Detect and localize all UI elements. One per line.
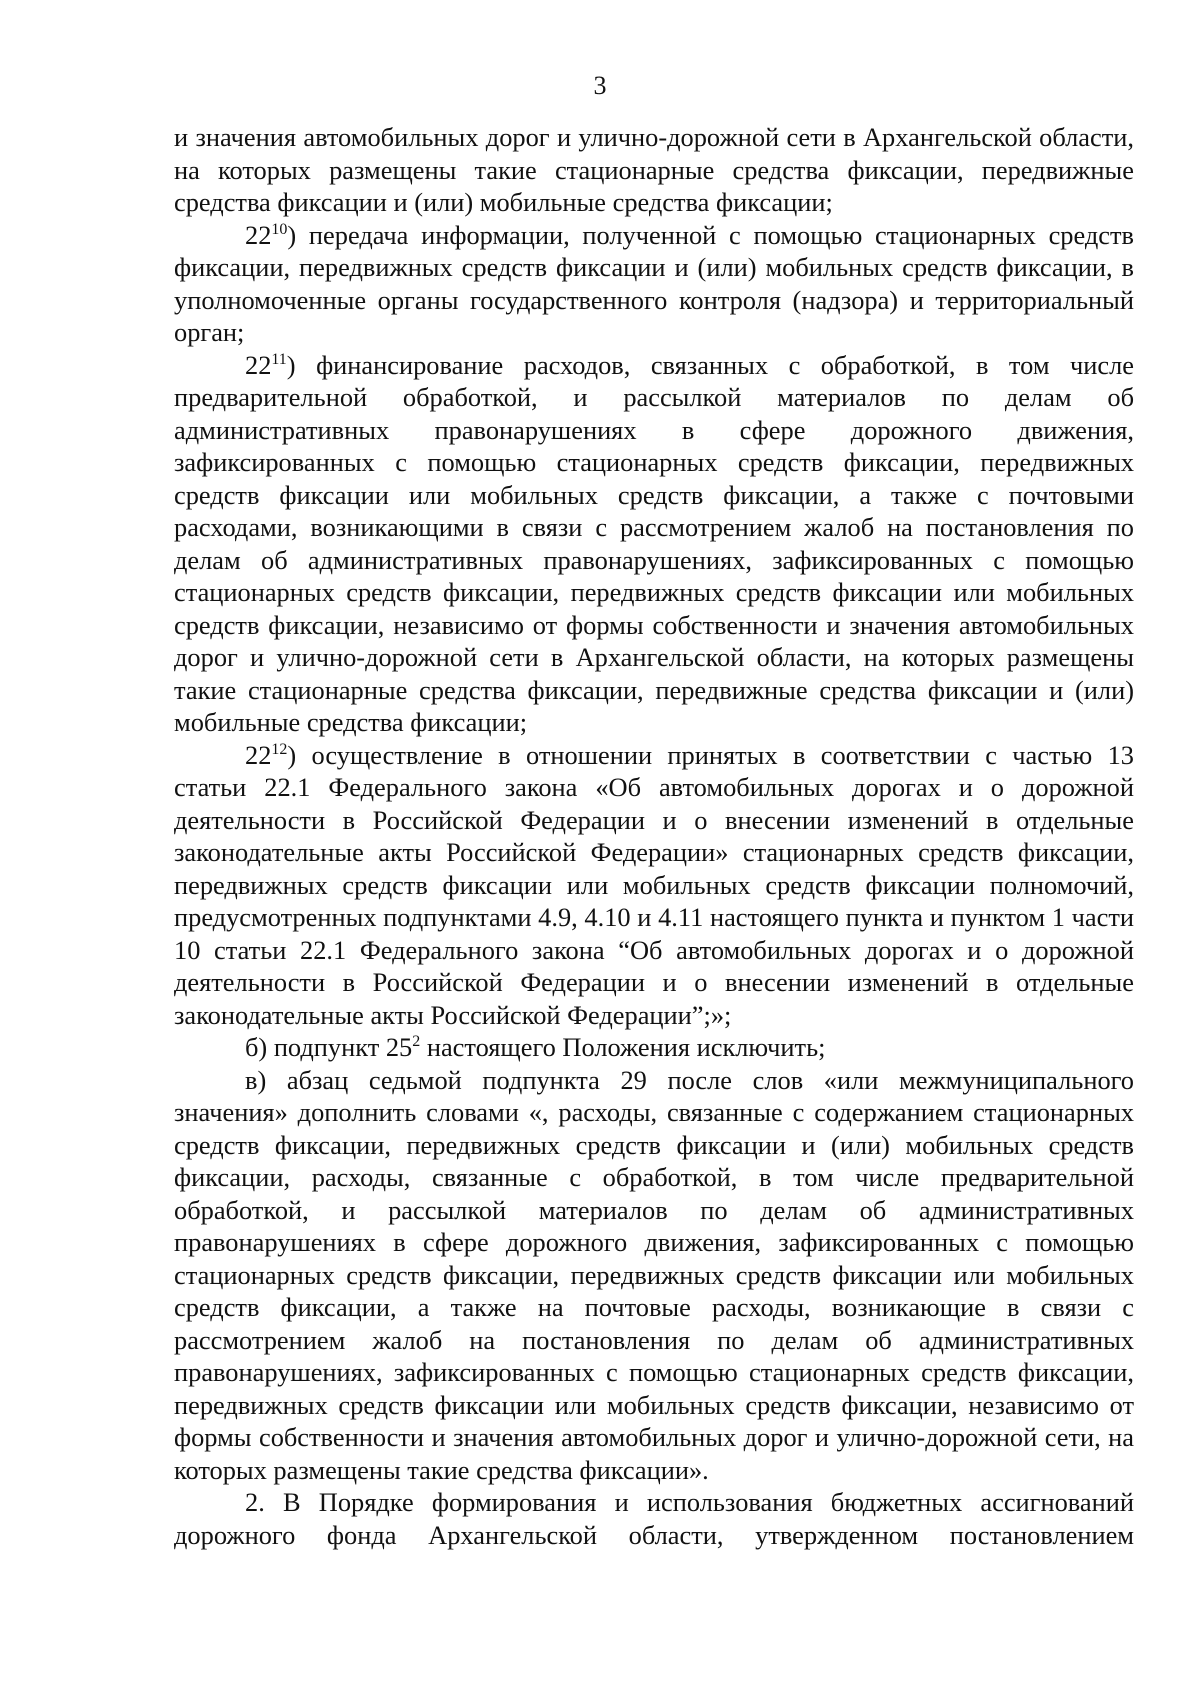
paragraph-section-2 xyxy=(174,1486,1134,1551)
item-superscript: 11 xyxy=(271,350,287,368)
item-number: 22 xyxy=(245,219,272,250)
paragraph-item-b xyxy=(174,1031,1134,1064)
document-body xyxy=(174,121,1134,1551)
paragraph-text: ) осуществление в отношении принятых в соответствии с частью 13 статьи 22.1 Федерального закона «Об автомобильных дорогах и о дорожной деятельности в Российской Федерации и о внесении изменений в отдельные законодательные акты Российской Федерации» стационарных средств фиксации, передвижных средств фиксации или мобильных средств фиксации полномочий, предусмотренных подпунктами 4.9, 4.10 и 4.11 настоящего пункта и пунктом 1 части 10 статьи 22.1 Федерального закона “Об автомобильных дорогах и о дорожной деятельности в Российской Федерации и о внесении изменений в отдельные законодательные акты Российской Федерации”;»; xyxy=(174,739,1134,1030)
page-number: 3 xyxy=(593,71,607,100)
paragraph-text-end: настоящего Положения исключить; xyxy=(420,1032,826,1062)
item-superscript: 12 xyxy=(271,740,288,758)
paragraph-text: ) передача информации, полученной с помощью стационарных средств фиксации, передвижных средств фиксации и (или) мобильных средств фиксации, в уполномоченные органы государственного контроля (надзора) и территориальный орган; xyxy=(174,219,1134,347)
paragraph-text: в) абзац седьмой подпункта 29 после слов «или межмуниципального значения» дополнить словами «, расходы, связанные с содержанием стационарных средств фиксации, передвижных средств фиксации и (или) мобильных средств фиксации, расходы, связанные с обработкой, в том числе предварительной обработкой, и рассылкой материалов по делам об административных правонарушениях в сфере дорожного движения, зафиксированных с помощью стационарных средств фиксации, передвижных средств фиксации или мобильных средств фиксации, а также на почтовые расходы, возникающие в связи с рассмотрением жалоб на постановления по делам об административных правонарушениях, зафиксированных с помощью стационарных средств фиксации, передвижных средств фиксации или мобильных средств фиксации, независимо от формы собственности и значения автомобильных дорог и улично-дорожной сети, на которых размещены такие средства фиксации». xyxy=(174,1064,1134,1485)
paragraph-1 xyxy=(174,121,1134,219)
item-superscript: 10 xyxy=(271,220,288,238)
item-superscript: 2 xyxy=(412,1033,421,1050)
paragraph-item-22-11 xyxy=(174,349,1134,739)
paragraph-text: 2. В Порядке формирования и использования бюджетных ассигнований дорожного фонда Архангельской области, утвержденном постановлением xyxy=(174,1487,1134,1550)
paragraph-item-22-12 xyxy=(174,739,1134,1032)
paragraph-item-v xyxy=(174,1064,1134,1487)
item-number: 22 xyxy=(245,349,272,380)
paragraph-text: и значения автомобильных дорог и улично-дорожной сети в Архангельской области, на которых размещены такие стационарные средства фиксации, передвижные средства фиксации и (или) мобильные средства фиксации; xyxy=(174,122,1134,217)
item-number: 22 xyxy=(245,739,272,770)
paragraph-text: б) подпункт 25 xyxy=(245,1032,413,1062)
paragraph-item-22-10 xyxy=(174,219,1134,349)
paragraph-text: ) финансирование расходов, связанных с обработкой, в том числе предварительной обработкой, и рассылкой материалов по делам об административных правонарушениях в сфере дорожного движения, зафиксированных с помощью стационарных средств фиксации, передвижных средств фиксации или мобильных средств фиксации, а также с почтовыми расходами, возникающими в связи с рассмотрением жалоб на постановления по делам об административных правонарушениях, зафиксированных с помощью стационарных средств фиксации, передвижных средств фиксации или мобильных средств фиксации, независимо от формы собственности и значения автомобильных дорог и улично-дорожной сети в Архангельской области, на которых размещены такие стационарные средства фиксации, передвижные средства фиксации и (или) мобильные средства фиксации; xyxy=(174,349,1134,737)
